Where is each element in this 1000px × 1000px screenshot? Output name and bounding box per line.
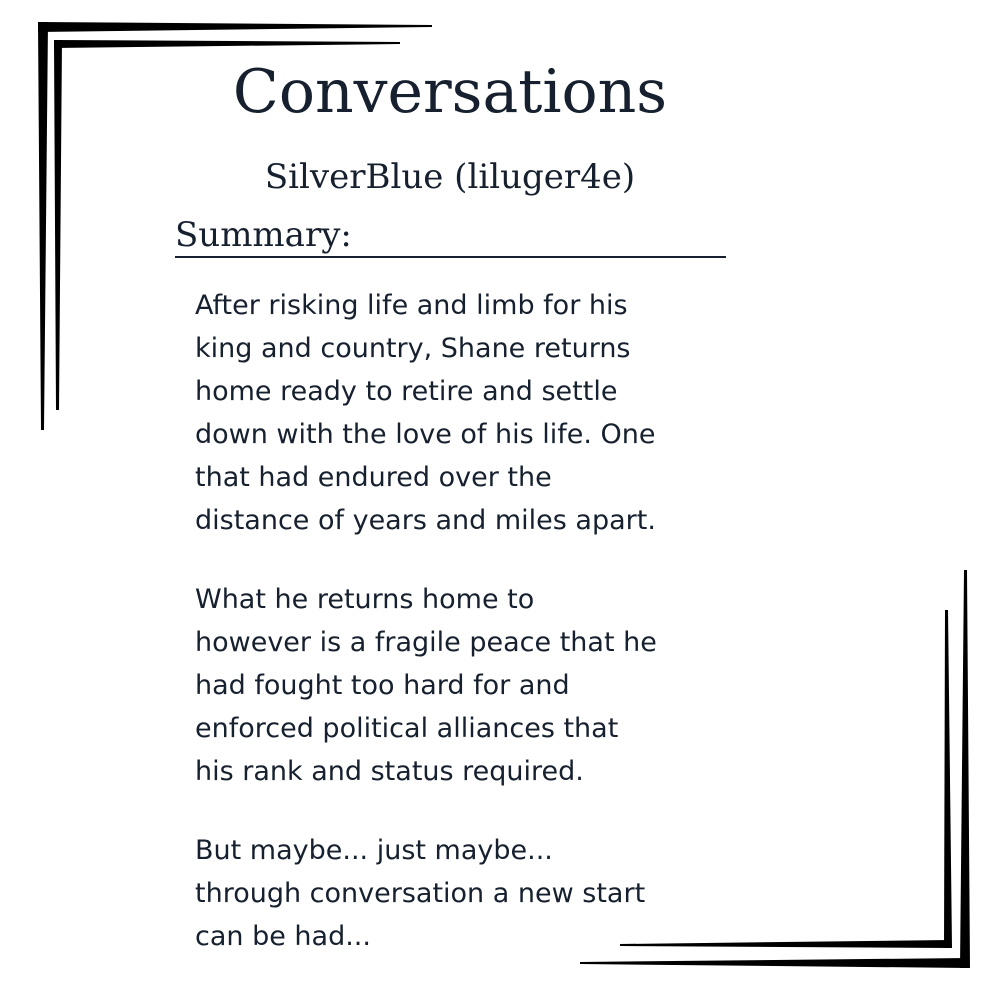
paragraph-line: can be had... <box>195 921 371 952</box>
paragraph-line: through conversation a new start <box>195 878 646 909</box>
summary-paragraph-3 <box>195 829 755 958</box>
paragraph-line: king and country, Shane returns <box>195 333 631 364</box>
paragraph-line: his rank and status required. <box>195 756 584 787</box>
summary-paragraph-2 <box>195 578 755 793</box>
paragraph-line: After risking life and limb for his <box>195 290 628 321</box>
summary-underline <box>175 256 726 258</box>
paragraph-line: What he returns home to <box>195 584 535 615</box>
summary-heading: Summary: <box>175 215 352 255</box>
paragraph-line: home ready to retire and settle <box>195 376 618 407</box>
frame-top-left-outer-horizontal <box>38 22 432 32</box>
paragraph-line: however is a fragile peace that he <box>195 627 657 658</box>
author-name: SilverBlue (liluger4e) <box>264 157 636 197</box>
frame-top-left-inner-horizontal <box>54 40 400 48</box>
paragraph-line: enforced political alliances that <box>195 713 619 744</box>
paragraph-line: distance of years and miles apart. <box>195 505 656 536</box>
book-title: Conversations <box>232 57 668 127</box>
paragraph-line: down with the love of his life. One <box>195 419 656 450</box>
frame-bottom-right-outer-vertical <box>960 570 970 968</box>
paragraph-line: that had endured over the <box>195 462 552 493</box>
summary-body <box>195 284 755 994</box>
paragraph-line: But maybe... just maybe... <box>195 835 553 866</box>
frame-bottom-right-inner-vertical <box>944 610 952 948</box>
paragraph-line: had fought too hard for and <box>195 670 570 701</box>
summary-paragraph-1 <box>195 284 755 542</box>
